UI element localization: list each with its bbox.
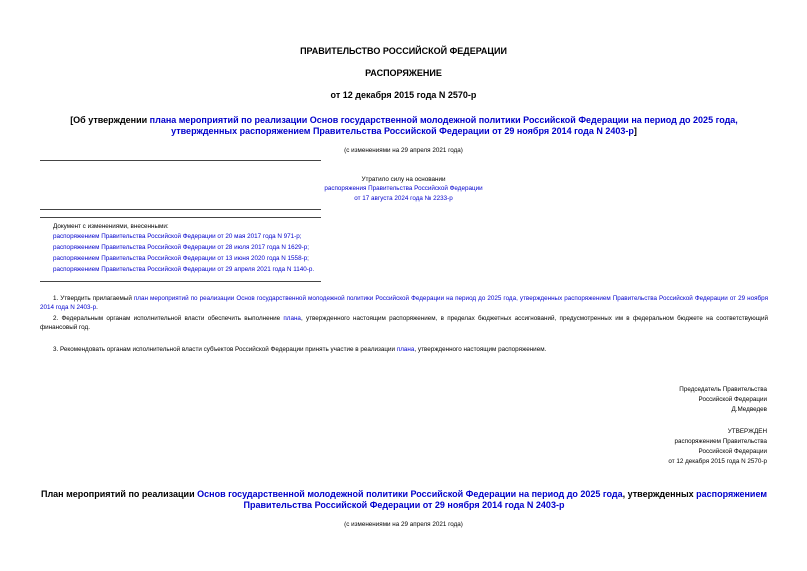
changes-note: (с изменениями на 29 апреля 2021 года) bbox=[344, 147, 463, 154]
paragraph-1-text: 1. Утвердить прилагаемый bbox=[53, 295, 134, 302]
paragraph-2 bbox=[40, 314, 768, 332]
paragraph-3-end: , утвержденного настоящим распоряжением. bbox=[414, 346, 547, 353]
paragraph-2-end: , утвержденного настоящим распоряжением, в пределах бюджетных ассигнований, предусмотренных им в федеральном бюджете на соответствующий финансовый год. bbox=[40, 315, 768, 331]
divider bbox=[40, 209, 321, 210]
void-order-link[interactable]: распоряжения Правительства Российской Федерации bbox=[324, 185, 483, 192]
plan-order-link[interactable]: распоряжением Правительства Российской Федерации от 29 ноября 2014 года N 2403-р bbox=[243, 489, 768, 510]
plan-title-text: План мероприятий по реализации bbox=[40, 489, 198, 499]
plan-title-mid: , утвержденных bbox=[622, 489, 697, 499]
amendments-heading: Документ с изменениями, внесенными: bbox=[53, 223, 169, 230]
approved-label: УТВЕРЖДЕН bbox=[727, 428, 767, 435]
void-order-date-link[interactable]: от 17 августа 2024 года № 2233-р bbox=[354, 195, 453, 202]
document-type: РАСПОРЯЖЕНИЕ bbox=[365, 68, 442, 78]
signature-block bbox=[679, 385, 767, 415]
amendment-item bbox=[53, 265, 314, 274]
plan-link[interactable]: план мероприятий по реализации Основ государственной молодежной политики Российской Федерации на период до 2025 года, утвержденных распоряжением Правительства Российской Федерации от 29 ноября 2014 года N 2403-р bbox=[40, 295, 769, 311]
divider bbox=[40, 217, 321, 218]
paragraph-2-text: 2. Федеральным органам исполнительной власти обеспечить выполнение bbox=[53, 315, 284, 322]
title-close-text: ] bbox=[633, 126, 637, 136]
approved-date: от 12 декабря 2015 года N 2570-р bbox=[668, 458, 767, 465]
approved-block bbox=[668, 427, 767, 467]
amendment-link[interactable]: распоряжением Правительства Российской Федерации от 28 июля 2017 года N 1629-р; bbox=[53, 244, 309, 251]
amendment-item bbox=[53, 232, 302, 241]
void-notice-text: Утратило силу на основании bbox=[361, 176, 446, 183]
paragraph-1 bbox=[40, 294, 768, 312]
amendment-link[interactable]: распоряжением Правительства Российской Федерации от 29 апреля 2021 года N 1140-р. bbox=[53, 266, 315, 273]
document-title bbox=[40, 115, 768, 137]
approved-by: распоряжением Правительства bbox=[674, 438, 767, 445]
void-notice-link-2 bbox=[0, 194, 807, 203]
signature-name: Д.Медведев bbox=[731, 406, 767, 413]
amendment-item bbox=[53, 243, 309, 252]
plan-link[interactable]: плана bbox=[396, 346, 415, 353]
title-link[interactable]: плана мероприятий по реализации Основ государственной молодежной политики Российской Федерации на период до 2025 года, утвержденных распоряжением Правительства Российской Федерации от 29 ноября 2014 года N 2403-р bbox=[149, 115, 738, 136]
document-date-number: от 12 декабря 2015 года N 2570-р bbox=[330, 90, 477, 100]
government-name: ПРАВИТЕЛЬСТВО РОССИЙСКОЙ ФЕДЕРАЦИИ bbox=[300, 46, 507, 56]
amendment-link[interactable]: распоряжением Правительства Российской Федерации от 13 июня 2020 года N 1558-р; bbox=[53, 255, 309, 262]
title-open-text: [Об утверждении bbox=[70, 115, 150, 125]
paragraph-1-end: . bbox=[96, 304, 98, 311]
plan-changes-note: (с изменениями на 29 апреля 2021 года) bbox=[344, 521, 463, 528]
approved-country: Российской Федерации bbox=[698, 448, 767, 455]
plan-link[interactable]: плана bbox=[283, 315, 301, 322]
signature-country: Российской Федерации bbox=[698, 396, 767, 403]
plan-basics-link[interactable]: Основ государственной молодежной политики Российской Федерации на период до 2025 года bbox=[197, 489, 623, 499]
signature-position: Председатель Правительства bbox=[679, 386, 767, 393]
paragraph-3-text: 3. Рекомендовать органам исполнительной власти субъектов Российской Федерации принять участие в реализации bbox=[53, 346, 397, 353]
divider bbox=[40, 281, 321, 282]
amendment-link[interactable]: распоряжением Правительства Российской Федерации от 20 мая 2017 года N 971-р; bbox=[53, 233, 302, 240]
void-notice-link-1 bbox=[0, 184, 807, 193]
paragraph-3 bbox=[40, 345, 768, 354]
divider bbox=[40, 160, 321, 161]
plan-title bbox=[40, 489, 768, 511]
amendment-item bbox=[53, 254, 309, 263]
